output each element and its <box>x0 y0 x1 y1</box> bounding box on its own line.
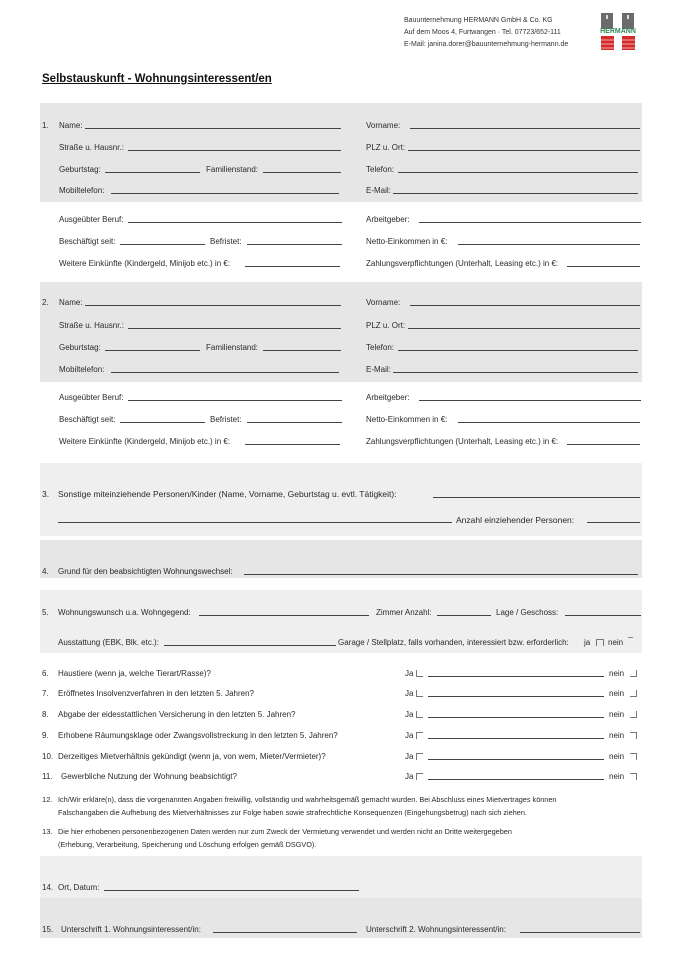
yes-label: Ja <box>405 772 414 781</box>
yes-checkbox[interactable] <box>416 711 423 718</box>
marital-label: Familienstand: <box>206 343 259 352</box>
garage-no-checkbox[interactable] <box>628 637 633 644</box>
street-field[interactable] <box>128 328 341 329</box>
no-label: nein <box>609 669 625 678</box>
section-number: 14. <box>42 883 54 892</box>
declaration-line2: Falschangaben die Aufhebung des Mietverhältnisses zur Folge haben sowie strafrechtliche Konsequenzen (Eingehungsbetrug) nach sich ziehen. <box>58 808 527 817</box>
person-count-field[interactable] <box>587 522 640 523</box>
yes-label: Ja <box>405 752 414 761</box>
question-text: Gewerbliche Nutzung der Wohnung beabsichtigt? <box>61 772 237 781</box>
phone-field[interactable] <box>398 172 638 173</box>
limited-label: Befristet: <box>210 237 242 246</box>
employed-since-label: Beschäftigt seit: <box>59 237 116 246</box>
occupation-field[interactable] <box>128 222 342 223</box>
no-label: nein <box>609 689 625 698</box>
employed-since-label: Beschäftigt seit: <box>59 415 116 424</box>
declaration-line2: (Erhebung, Verarbeitung, Speicherung und Löschung erfolgen gemäß DSGVO). <box>58 840 317 849</box>
zip-city-field[interactable] <box>408 328 640 329</box>
no-checkbox[interactable] <box>630 711 637 718</box>
birthday-field[interactable] <box>105 172 200 173</box>
phone-label: Telefon: <box>366 165 395 174</box>
page-title: Selbstauskunft - Wohnungsinteressent/en <box>42 73 272 85</box>
no-checkbox[interactable] <box>630 773 637 780</box>
details-field[interactable] <box>428 779 604 780</box>
question-text: Abgabe der eidesstattlichen Versicherung in den letzten 5. Jahren? <box>58 710 296 719</box>
other-persons-field[interactable] <box>433 497 640 498</box>
mobile-label: Mobiltelefon: <box>59 186 105 195</box>
yes-checkbox[interactable] <box>416 690 423 697</box>
firstname-label: Vorname: <box>366 298 401 307</box>
occupation-label: Ausgeübter Beruf: <box>59 393 124 402</box>
zip-city-label: PLZ u. Ort: <box>366 143 406 152</box>
applicant2-contact-box <box>40 282 642 382</box>
rooms-label: Zimmer Anzahl: <box>376 608 432 617</box>
question-number: 10. <box>42 752 54 761</box>
birthday-label: Geburtstag: <box>59 343 101 352</box>
details-field[interactable] <box>428 738 604 739</box>
company-email: E-Mail: janina.dorer@bauunternehmung-hermann.de <box>404 41 569 48</box>
company-name: Bauunternehmung HERMANN GmbH & Co. KG <box>404 17 553 24</box>
floor-field[interactable] <box>565 615 641 616</box>
garage-label: Garage / Stellplatz, falls vorhanden, interessiert bzw. erforderlich: <box>338 638 569 647</box>
no-checkbox[interactable] <box>630 732 637 739</box>
email-field[interactable] <box>393 193 638 194</box>
company-logo <box>598 12 638 52</box>
signature1-label: Unterschrift 1. Wohnungsinteressent/in: <box>61 925 201 934</box>
no-checkbox[interactable] <box>630 670 637 677</box>
question-number: 9. <box>42 731 49 740</box>
name-field[interactable] <box>85 128 341 129</box>
other-income-label: Weitere Einkünfte (Kindergeld, Minijob etc.) in €: <box>59 259 231 268</box>
rooms-field[interactable] <box>437 615 491 616</box>
moving-reason-label: Grund für den beabsichtigten Wohnungswechsel: <box>58 567 233 576</box>
no-label: nein <box>609 752 625 761</box>
floor-label: Lage / Geschoss: <box>496 608 559 617</box>
yes-checkbox[interactable] <box>416 773 423 780</box>
declaration-line1: Ich/Wir erkläre(n), dass die vorgenannten Angaben freiwillig, vollständig und wahrheitsgemäß gemacht wurden. Bei Abschluss eines Mietvertrages können <box>58 795 557 804</box>
yes-label: Ja <box>405 689 414 698</box>
limited-label: Befristet: <box>210 415 242 424</box>
email-label: E-Mail: <box>366 365 391 374</box>
zip-city-label: PLZ u. Ort: <box>366 321 406 330</box>
details-field[interactable] <box>428 696 604 697</box>
street-field[interactable] <box>128 150 341 151</box>
svg-text:HERMANN: HERMANN <box>600 28 636 35</box>
phone-label: Telefon: <box>366 343 395 352</box>
signature2-label: Unterschrift 2. Wohnungsinteressent/in: <box>366 925 506 934</box>
no-checkbox[interactable] <box>630 690 637 697</box>
street-label: Straße u. Hausnr.: <box>59 143 124 152</box>
payment-obligations-field[interactable] <box>567 266 640 267</box>
question-number: 11. <box>42 772 53 781</box>
equipment-label: Ausstattung (EBK, Blk. etc.): <box>58 638 159 647</box>
other-persons-label: Sonstige miteinziehende Personen/Kinder (Name, Vorname, Geburtstag u. evtl. Tätigkeit): <box>58 489 397 499</box>
question-text: Eröffnetes Insolvenzverfahren in den letzten 5. Jahren? <box>58 689 254 698</box>
question-number: 8. <box>42 710 49 719</box>
declaration-number: 13. <box>42 827 53 836</box>
employed-since-field[interactable] <box>120 244 205 245</box>
yes-checkbox[interactable] <box>416 670 423 677</box>
section14-box <box>40 856 642 898</box>
employer-label: Arbeitgeber: <box>366 393 410 402</box>
name-label: Name: <box>59 121 83 130</box>
no-label: nein <box>609 710 625 719</box>
desired-area-label: Wohnungswunsch u.a. Wohngegend: <box>58 608 191 617</box>
no-checkbox[interactable] <box>630 753 637 760</box>
net-income-field[interactable] <box>458 244 640 245</box>
details-field[interactable] <box>428 759 604 760</box>
details-field[interactable] <box>428 717 604 718</box>
mobile-field[interactable] <box>111 193 339 194</box>
yes-label: Ja <box>405 669 414 678</box>
net-income-label: Netto-Einkommen in €: <box>366 237 448 246</box>
yes-checkbox[interactable] <box>416 753 423 760</box>
moving-reason-field[interactable] <box>244 574 638 575</box>
name-label: Name: <box>59 298 83 307</box>
section-number: 15. <box>42 925 54 934</box>
phone-field[interactable] <box>398 350 638 351</box>
section-number: 3. <box>42 489 50 499</box>
place-date-field[interactable] <box>104 890 359 891</box>
question-text: Derzeitiges Mietverhältnis gekündigt (wenn ja, von wem, Mieter/Vermieter)? <box>58 752 326 761</box>
zip-city-field[interactable] <box>408 150 640 151</box>
mobile-field[interactable] <box>111 372 339 373</box>
limited-field[interactable] <box>247 244 342 245</box>
marital-field[interactable] <box>263 172 341 173</box>
signature2-field[interactable] <box>520 932 640 933</box>
other-income-field[interactable] <box>245 266 340 267</box>
employer-field[interactable] <box>419 400 641 401</box>
mobile-label: Mobiltelefon: <box>59 365 105 374</box>
payment-obligations-label: Zahlungsverpflichtungen (Unterhalt, Leasing etc.) in €: <box>366 437 559 446</box>
net-income-field[interactable] <box>458 422 640 423</box>
equipment-field[interactable] <box>164 645 336 646</box>
garage-no-label: nein <box>608 638 624 647</box>
no-label: nein <box>609 731 625 740</box>
yes-checkbox[interactable] <box>416 732 423 739</box>
details-field[interactable] <box>428 676 604 677</box>
marital-field[interactable] <box>263 350 341 351</box>
question-number: 7. <box>42 689 49 698</box>
signature1-field[interactable] <box>213 932 357 933</box>
applicant-number: 1. <box>42 121 49 130</box>
place-date-label: Ort, Datum: <box>58 883 100 892</box>
no-label: nein <box>609 772 625 781</box>
garage-yes-checkbox[interactable] <box>596 639 604 646</box>
occupation-field[interactable] <box>128 400 342 401</box>
section-number: 5. <box>42 608 49 617</box>
other-income-label: Weitere Einkünfte (Kindergeld, Minijob etc.) in €: <box>59 437 231 446</box>
other-income-field[interactable] <box>245 444 340 445</box>
employed-since-field[interactable] <box>120 422 205 423</box>
question-number: 6. <box>42 669 49 678</box>
person-count-label: Anzahl einziehender Personen: <box>456 515 575 525</box>
company-address: Auf dem Moos 4, Furtwangen · Tel. 07723/652-111 <box>404 29 561 36</box>
garage-yes-label: ja <box>584 638 591 647</box>
email-field[interactable] <box>393 372 638 373</box>
email-label: E-Mail: <box>366 186 391 195</box>
applicant1-contact-box <box>40 103 642 202</box>
applicant-number: 2. <box>42 298 49 307</box>
street-label: Straße u. Hausnr.: <box>59 321 124 330</box>
section3-box <box>40 463 642 536</box>
declaration-line1: Die hier erhobenen personenbezogenen Daten werden nur zum Zweck der Vermietung verwendet und werden nicht an Dritte weitergegeben <box>58 827 512 836</box>
section-number: 4. <box>42 567 49 576</box>
logo-icon <box>598 12 638 52</box>
employer-field[interactable] <box>419 222 641 223</box>
yes-label: Ja <box>405 731 414 740</box>
question-text: Erhobene Räumungsklage oder Zwangsvollstreckung in den letzten 5. Jahren? <box>58 731 338 740</box>
other-persons-field-line2[interactable] <box>58 522 452 523</box>
limited-field[interactable] <box>247 422 342 423</box>
occupation-label: Ausgeübter Beruf: <box>59 215 124 224</box>
payment-obligations-label: Zahlungsverpflichtungen (Unterhalt, Leasing etc.) in €: <box>366 259 559 268</box>
firstname-field[interactable] <box>410 305 640 306</box>
birthday-label: Geburtstag: <box>59 165 101 174</box>
employer-label: Arbeitgeber: <box>366 215 410 224</box>
declaration-number: 12. <box>42 795 53 804</box>
firstname-field[interactable] <box>410 128 640 129</box>
desired-area-field[interactable] <box>199 615 369 616</box>
birthday-field[interactable] <box>105 350 200 351</box>
name-field[interactable] <box>85 305 341 306</box>
question-text: Haustiere (wenn ja, welche Tierart/Rasse)? <box>58 669 211 678</box>
firstname-label: Vorname: <box>366 121 401 130</box>
yes-label: Ja <box>405 710 414 719</box>
net-income-label: Netto-Einkommen in €: <box>366 415 448 424</box>
marital-label: Familienstand: <box>206 165 259 174</box>
payment-obligations-field[interactable] <box>567 444 640 445</box>
